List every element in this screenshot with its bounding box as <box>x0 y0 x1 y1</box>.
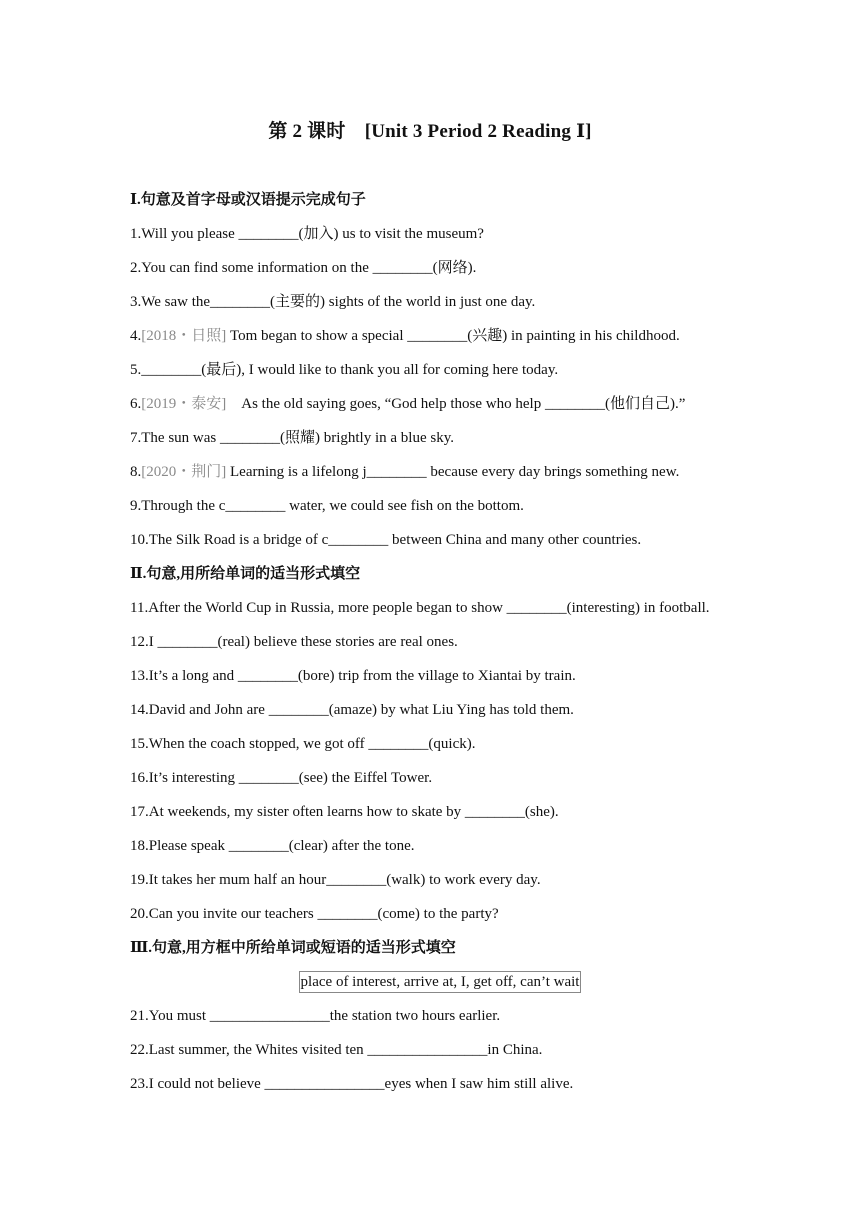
word-box: place of interest, arrive at, I, get off, can’t wait <box>299 971 582 993</box>
question-12: 12.I ________(real) believe these stories are real ones. <box>130 634 458 650</box>
word-box-row <box>130 970 750 1004</box>
source-tag: [2018・日照] <box>141 328 227 344</box>
question-3: 3.We saw the________(主要的) sights of the world in just one day. <box>130 294 536 310</box>
question-6 <box>130 392 750 426</box>
question-number: 8. <box>130 464 142 480</box>
question-15: 15.When the coach stopped, we got off ________(quick). <box>130 736 476 752</box>
question-7: 7.The sun was ________(照耀) brightly in a blue sky. <box>130 430 454 446</box>
question-20: 20.Can you invite our teachers ________(come) to the party? <box>130 906 499 922</box>
question-4 <box>130 324 750 358</box>
question-21: 21.You must ________________the station two hours earlier. <box>130 1008 501 1024</box>
question-13: 13.It’s a long and ________(bore) trip from the village to Xiantai by train. <box>130 668 576 684</box>
question-text: Tom began to show a special ________(兴趣) in painting in his childhood. <box>226 328 680 344</box>
question-1: 1.Will you please ________(加入) us to visit the museum? <box>130 226 484 242</box>
question-9: 9.Through the c________ water, we could see fish on the bottom. <box>130 498 524 514</box>
question-16: 16.It’s interesting ________(see) the Eiffel Tower. <box>130 770 433 786</box>
question-text: As the old saying goes, “God help those who help ________(他们自己).” <box>226 396 686 412</box>
question-17: 17.At weekends, my sister often learns how to skate by ________(she). <box>130 804 559 820</box>
question-number: 4. <box>130 328 142 344</box>
section-1-heading: Ⅰ.句意及首字母或汉语提示完成句子 <box>130 192 366 208</box>
section-3-heading: Ⅲ.句意,用方框中所给单词或短语的适当形式填空 <box>130 940 456 956</box>
page-title: 第 2 课时 [Unit 3 Period 2 Reading Ⅰ] <box>268 121 592 142</box>
question-5: 5.________(最后), I would like to thank you all for coming here today. <box>130 362 559 378</box>
question-23: 23.I could not believe ________________eyes when I saw him still alive. <box>130 1076 574 1092</box>
question-number: 6. <box>130 396 142 412</box>
question-8 <box>130 460 750 494</box>
source-tag: [2020・荆门] <box>141 464 227 480</box>
question-11: 11.After the World Cup in Russia, more people began to show ________(interesting) in football. <box>130 600 710 616</box>
question-10: 10.The Silk Road is a bridge of c________ between China and many other countries. <box>130 532 642 548</box>
question-text: Learning is a lifelong j________ because every day brings something new. <box>226 464 680 480</box>
question-22: 22.Last summer, the Whites visited ten ________________in China. <box>130 1042 543 1058</box>
question-18: 18.Please speak ________(clear) after the tone. <box>130 838 415 854</box>
exercise-content <box>130 188 750 1106</box>
question-19: 19.It takes her mum half an hour________(walk) to work every day. <box>130 872 541 888</box>
source-tag: [2019・泰安] <box>141 396 227 412</box>
question-2: 2.You can find some information on the ________(网络). <box>130 260 477 276</box>
section-2-heading: Ⅱ.句意,用所给单词的适当形式填空 <box>130 566 361 582</box>
question-14: 14.David and John are ________(amaze) by what Liu Ying has told them. <box>130 702 574 718</box>
